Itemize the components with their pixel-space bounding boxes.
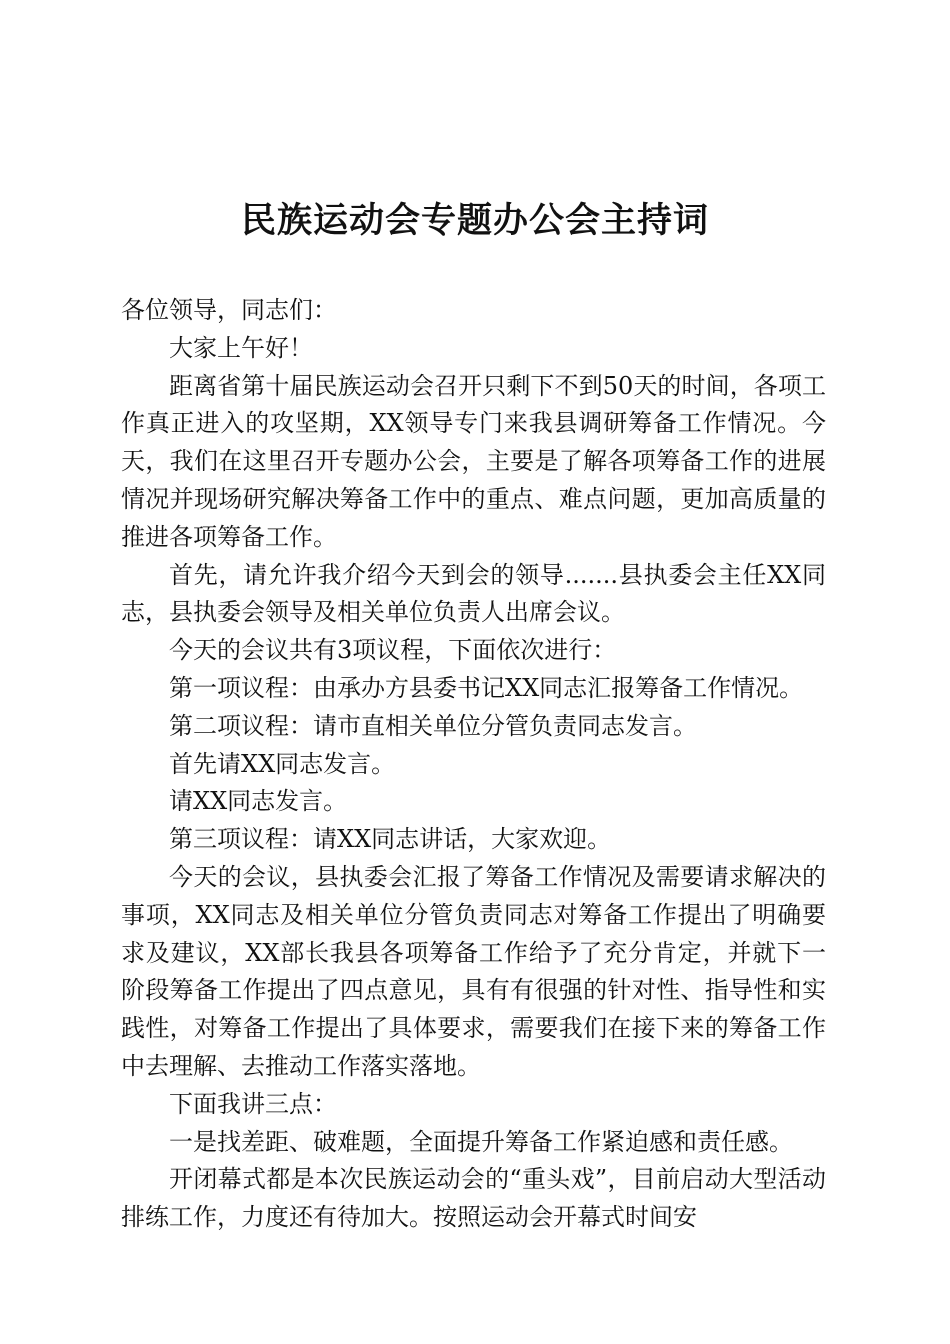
document-title: 民族运动会专题办公会主持词	[240, 200, 709, 241]
greeting: 大家上午好！	[169, 333, 313, 362]
paragraph-intro: 距离省第十届民族运动会召开只剩下不到50天的时间，各项工作真正进入的攻坚期，XX领导专门来我县调研筹备工作情况。今天，我们在这里召开专题办公会，主要是了解各项筹备工作的进展情况并现场研究解决筹备工作中的重点、难点问题，更加高质量的推进各项筹备工作。	[121, 371, 826, 551]
agenda-item-1: 第一项议程：由承办方县委书记XX同志汇报筹备工作情况。	[169, 673, 804, 702]
paragraph-ceremony: 开闭幕式都是本次民族运动会的“重头戏”，目前启动大型活动排练工作，力度还有待加大。按照运动会开幕式时间安	[121, 1165, 826, 1232]
document-body	[121, 292, 826, 1237]
agenda-item-2: 第二项议程：请市直相关单位分管负责同志发言。	[169, 711, 697, 740]
paragraph-summary: 今天的会议，县执委会汇报了筹备工作情况及需要请求解决的事项，XX同志及相关单位分管负责同志对筹备工作提出了明确要求及建议，XX部长我县各项筹备工作给予了充分肯定，并就下一阶段筹备工作提出了四点意见，具有有很强的针对性、指导性和实践性，对筹备工作提出了具体要求，需要我们在接下来的筹备工作中去理解、去推动工作落实落地。	[121, 862, 826, 1080]
speaker-line-1: 首先请XX同志发言。	[169, 749, 396, 778]
agenda-item-3: 第三项议程：请XX同志讲话，大家欢迎。	[169, 825, 612, 854]
paragraph-three-points: 下面我讲三点：	[169, 1089, 337, 1118]
paragraph-agenda: 今天的会议共有3项议程，下面依次进行：	[169, 636, 617, 665]
point-one-heading: 一是找差距、破难题，全面提升筹备工作紧迫感和责任感。	[169, 1127, 793, 1156]
salutation: 各位领导，同志们：	[121, 296, 337, 324]
paragraph-attendees: 首先，请允许我介绍今天到会的领导.......县执委会主任XX同志，县执委会领导及相关单位负责人出席会议。	[121, 560, 826, 627]
speaker-line-2: 请XX同志发言。	[169, 787, 348, 816]
